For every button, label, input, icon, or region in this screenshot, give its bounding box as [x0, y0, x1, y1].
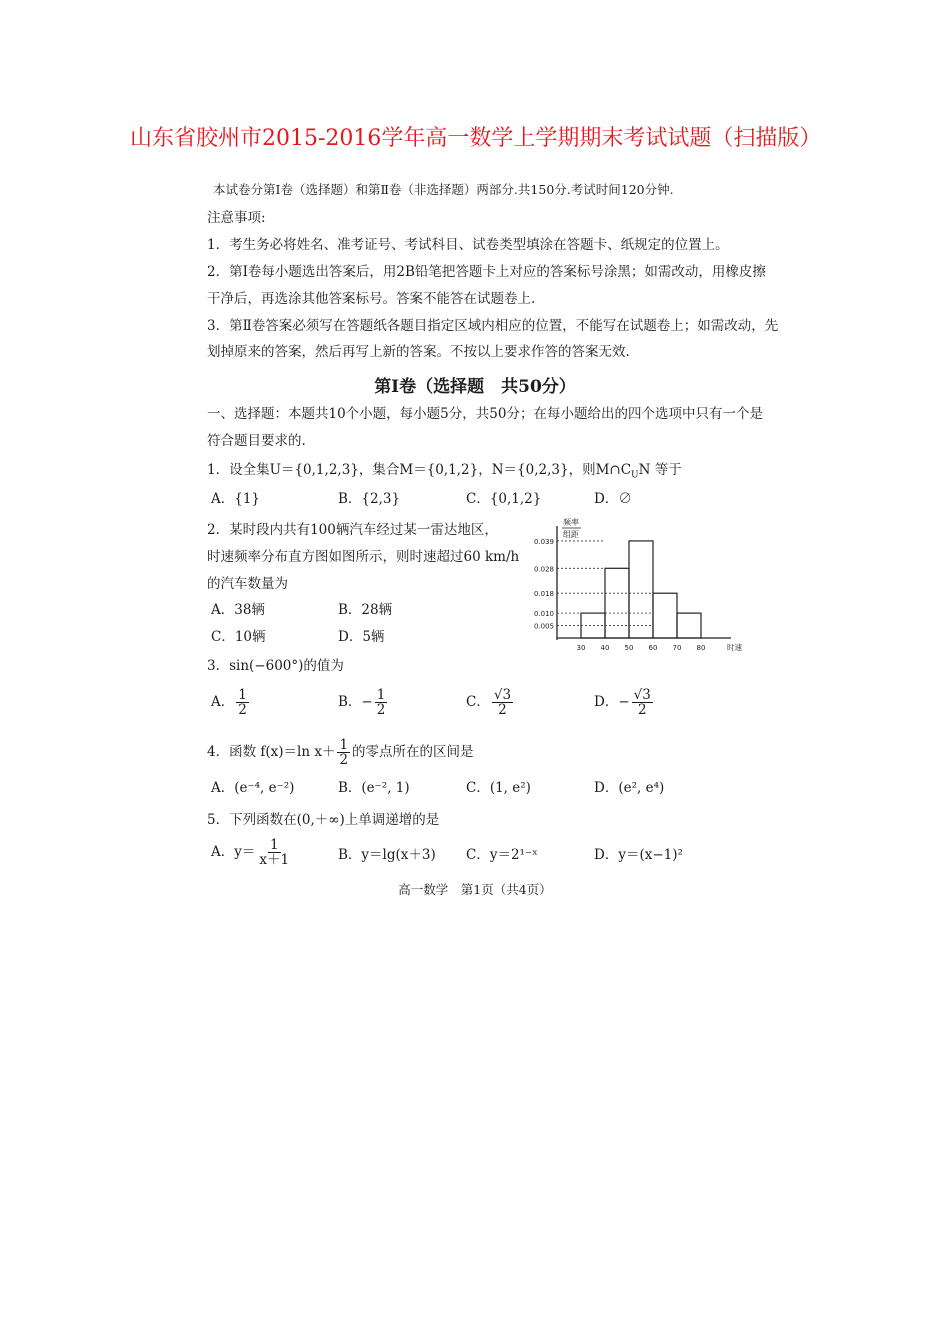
page-footer: 高一数学 第1页（共4页） — [398, 882, 552, 897]
notice-line-4: 3．第Ⅱ卷答案必须写在答题纸各题目指定区域内相应的位置，不能写在试题卷上；如需改动，先 — [207, 318, 779, 334]
document-title: 山东省胶州市2015-2016学年高一数学上学期期末考试试题（扫描版） — [130, 126, 822, 151]
instruction-line-2: 符合题目要求的. — [207, 433, 306, 449]
q2-line-3: 的汽车数量为 — [207, 576, 288, 592]
q5-stem: 5．下列函数在(0,＋∞)上单调递增的是 — [207, 812, 440, 828]
instruction-line-1: 一、选择题：本题共10个小题，每小题5分，共50分；在每小题给出的四个选项中只有一个是 — [207, 406, 763, 422]
x-tick-label: 50 — [624, 644, 634, 652]
q4-stem-post: 的零点所在的区间是 — [352, 744, 474, 760]
x-tick-label: 70 — [672, 644, 682, 652]
q3-d-num: √3 — [633, 687, 651, 703]
q3-b-num: 1 — [376, 687, 386, 703]
q5-a-fraction — [257, 838, 291, 867]
q3-option-a — [211, 688, 251, 717]
q4-stem — [207, 738, 474, 767]
q2-option-d: D．5辆 — [338, 629, 385, 645]
q4-option-a: A．(e⁻⁴, e⁻²) — [211, 780, 295, 796]
q3-c-fraction — [492, 688, 513, 717]
q4-den: 2 — [339, 752, 349, 768]
histogram-bar-5 — [677, 613, 701, 638]
y-tick-label: 0.028 — [533, 565, 554, 574]
q3-a-fraction — [236, 688, 249, 717]
x-tick-label: 60 — [648, 644, 658, 652]
x-tick-label: 80 — [696, 644, 706, 652]
q3-b-label: B．− — [338, 694, 373, 710]
histogram-bar-4 — [653, 593, 677, 638]
q1-stem — [207, 461, 682, 485]
notice-line-2: 2．第Ⅰ卷每小题选出答案后，用2B铅笔把答题卡上对应的答案标号涂黑；如需改动，用橡皮擦 — [207, 264, 766, 280]
q3-b-den: 2 — [376, 702, 386, 718]
x-tick-label: 30 — [576, 644, 586, 652]
q3-d-fraction — [632, 688, 653, 717]
section-title: 第Ⅰ卷（选择题 共50分） — [374, 377, 576, 397]
q1-option-b: B．{2,3} — [338, 491, 401, 507]
notice-heading: 注意事项: — [207, 210, 266, 226]
q5-a-num: 1 — [269, 837, 279, 853]
q5-option-a — [211, 838, 293, 867]
q5-option-b: B．y＝lg(x＋3) — [338, 847, 436, 863]
q2-line-1: 2．某时段内共有100辆汽车经过某一雷达地区， — [207, 522, 498, 538]
q1-option-a: A．{1} — [211, 491, 261, 507]
y-tick-label: 0.018 — [533, 590, 554, 599]
q3-b-fraction — [375, 688, 388, 717]
q3-c-den: 2 — [498, 702, 507, 718]
q2-line-2: 时速频率分布直方图如图所示，则时速超过60 km/h — [207, 549, 520, 565]
q1-option-d: D．∅ — [594, 491, 632, 507]
q3-option-c — [466, 688, 515, 717]
y-tick-label: 0.005 — [533, 622, 554, 631]
y-axis-label-bottom: 组距 — [563, 530, 579, 539]
q3-c-num: √3 — [493, 687, 512, 703]
q2-option-b: B．28辆 — [338, 602, 393, 618]
q3-c-label: C． — [466, 694, 490, 710]
q3-option-d — [594, 688, 655, 717]
y-axis-label-top: 频率 — [563, 518, 579, 527]
q1-stem-end: N 等于 — [638, 462, 682, 478]
notice-line-1: 1．考生务必将姓名、准考证号、考试科目、试卷类型填涂在答题卡、纸规定的位置上。 — [207, 237, 729, 253]
q3-stem: 3．sin(−600°)的值为 — [207, 658, 344, 674]
q1-subscript: U — [631, 470, 639, 481]
q1-stem-text: 1．设全集U＝{0,1,2,3}，集合M＝{0,1,2}，N＝{0,2,3}，则M∩C — [207, 462, 632, 478]
q3-a-label: A． — [211, 694, 235, 710]
q5-option-c: C．y＝2¹⁻ˣ — [466, 847, 538, 863]
q3-d-den: 2 — [637, 702, 647, 718]
q3-a-den: 2 — [238, 702, 247, 718]
q4-option-d: D．(e², e⁴) — [594, 780, 665, 796]
q4-option-c: C．(1, e²) — [466, 780, 531, 796]
frequency-histogram — [515, 512, 742, 662]
y-tick-label: 0.010 — [533, 610, 554, 619]
q4-fraction — [337, 738, 350, 767]
q5-option-d: D．y＝(x−1)² — [594, 847, 683, 863]
y-tick-label: 0.039 — [533, 537, 554, 546]
q5-a-den: x＋1 — [259, 852, 290, 868]
histogram-bar-2 — [605, 568, 629, 638]
q5-a-label: A．y＝ — [211, 844, 256, 860]
q3-d-label: D．− — [594, 694, 630, 710]
intro-text: 本试卷分第Ⅰ卷（选择题）和第Ⅱ卷（非选择题）两部分.共150分.考试时间120分钟. — [213, 182, 674, 197]
q3-a-num: 1 — [238, 687, 247, 703]
q2-option-a: A．38辆 — [211, 602, 265, 618]
notice-line-5: 划掉原来的答案，然后再写上新的答案。不按以上要求作答的答案无效. — [207, 344, 630, 360]
q3-option-b — [338, 688, 389, 717]
x-tick-label: 40 — [600, 644, 610, 652]
q4-option-b: B．(e⁻², 1) — [338, 780, 410, 796]
q2-option-c: C．10辆 — [211, 629, 266, 645]
q4-num: 1 — [339, 737, 349, 753]
q1-option-c: C．{0,1,2} — [466, 491, 542, 507]
histogram-bar-3 — [629, 541, 653, 638]
notice-line-3: 干净后，再选涂其他答案标号。答案不能答在试题卷上. — [207, 291, 536, 307]
x-axis-label: 时速 — [727, 643, 742, 652]
q4-stem-pre: 4．函数 f(x)＝ln x＋ — [207, 744, 336, 760]
